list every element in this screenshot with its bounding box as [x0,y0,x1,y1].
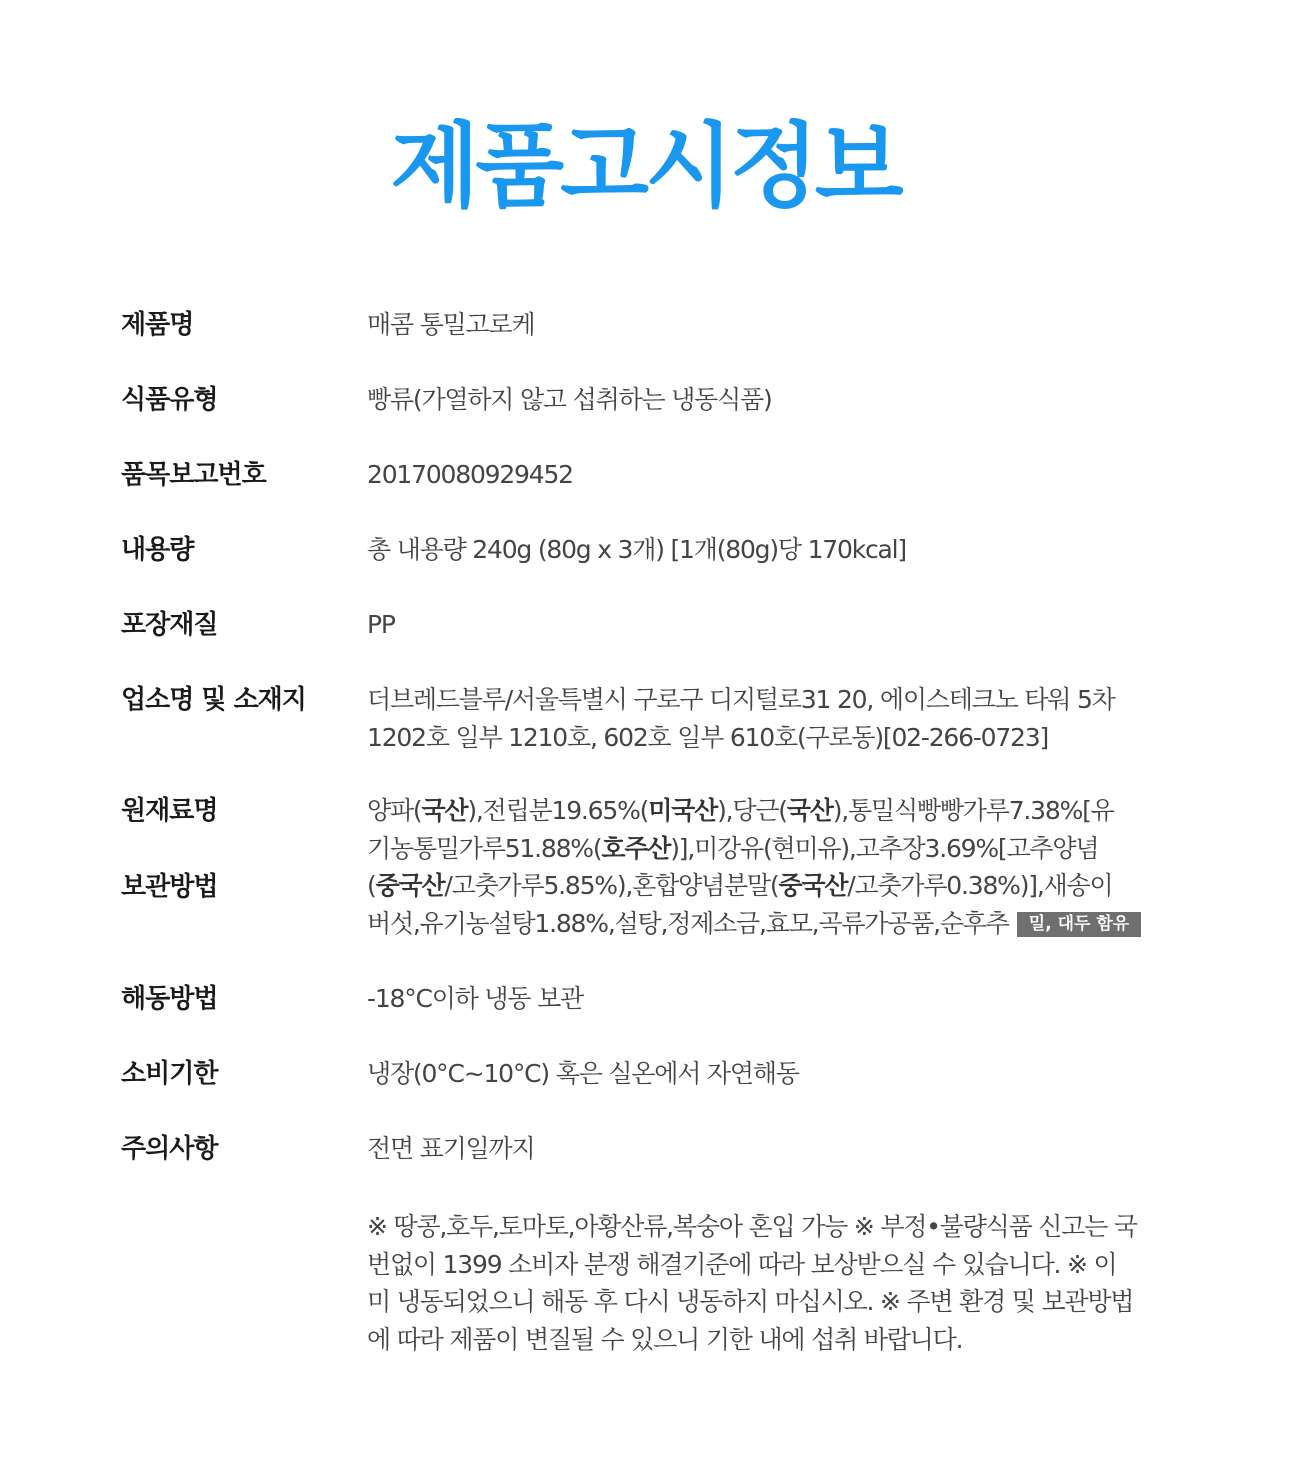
ingredient-text: 버섯,유기농설탕1.88%,설탕,정제소금,효모,곡류가공품,순후추 [367,908,1009,938]
ingredient-text: )],미강유(현미유),고추장3.69%[고추양념 [670,833,1099,863]
value-manufacturer [367,681,1177,756]
label-expiry: 소비기한 [121,1059,218,1089]
caution-notice [367,1208,1177,1358]
value-food-type: 빵류(가열하지 않고 섭취하는 냉동식품) [367,385,772,414]
ingredient-line [367,830,1177,868]
ingredient-text: ),전립분19.65%( [467,796,649,825]
notice-line: 에 따라 제품이 변질될 수 있으니 기한 내에 섭취 바랍니다. [367,1324,963,1354]
value-thawing: -18°C이하 냉동 보관 [367,984,583,1013]
label-report-number: 품목보고번호 [121,460,266,490]
ingredient-line [367,905,1177,943]
value-expiry: 냉장(0°C~10°C) 혹은 실온에서 자연해동 [367,1059,799,1088]
origin-country: 국산 [421,796,468,825]
notice-line: 번없이 1399 소비자 분쟁 해결기준에 따라 보상받으실 수 있습니다. ※ 이 [367,1249,1117,1279]
allergen-badge: 밀, 대두 함유 [1017,912,1141,937]
label-food-type: 식품유형 [121,385,218,415]
origin-country: 중국산 [778,871,848,900]
ingredient-text: ),통밀식빵빵가루7.38%[유 [832,796,1114,825]
label-manufacturer: 업소명 및 소재지 [121,685,306,715]
value-caution: 전면 표기일까지 [367,1134,535,1163]
notice-line: 미 냉동되었으니 해동 후 다시 냉동하지 마십시오. ※ 주변 환경 및 보관방법 [367,1287,1134,1316]
ingredient-line [367,867,1177,905]
ingredient-line [367,792,1177,830]
value-content-amount: 총 내용량 240g (80g x 3개) [1개(80g)당 170kcal] [367,535,906,564]
ingredient-text: /고춧가루5.85%),혼합양념분말( [444,871,779,900]
manufacturer-line: 1202호 일부 1210호, 602호 일부 610호(구로동)[02-266-0723] [367,722,1049,752]
ingredient-text: ),당근( [717,796,787,825]
origin-country: 미국산 [648,796,718,825]
ingredient-text: /고춧가루0.38%)],새송이 [847,871,1113,900]
label-product-name: 제품명 [121,310,194,340]
origin-country: 국산 [786,796,833,825]
label-thawing: 해동방법 [121,984,218,1014]
label-storage: 보관방법 [121,872,218,902]
label-content-amount: 내용량 [121,535,194,565]
value-product-name: 매콤 통밀고로케 [367,310,535,339]
value-ingredients [367,792,1177,942]
value-packaging: PP [367,610,395,639]
origin-country: 호주산 [601,833,671,863]
manufacturer-line: 더브레드블루/서울특별시 구로구 디지털로31 20, 에이스테크노 타워 5차 [367,685,1115,714]
page-title: 제품고시정보 [390,113,900,220]
notice-line: ※ 땅콩,호두,토마토,아황산류,복숭아 혼입 가능 ※ 부정•불량식품 신고는 국 [367,1212,1137,1241]
label-ingredients: 원재료명 [121,796,218,826]
ingredient-text: 기농통밀가루51.88%( [367,833,602,863]
ingredient-text: ( [367,871,376,900]
label-caution: 주의사항 [121,1134,218,1164]
label-packaging: 포장재질 [121,610,218,640]
ingredient-text: 양파( [367,796,422,825]
origin-country: 중국산 [375,871,445,900]
value-report-number: 20170080929452 [367,460,573,489]
